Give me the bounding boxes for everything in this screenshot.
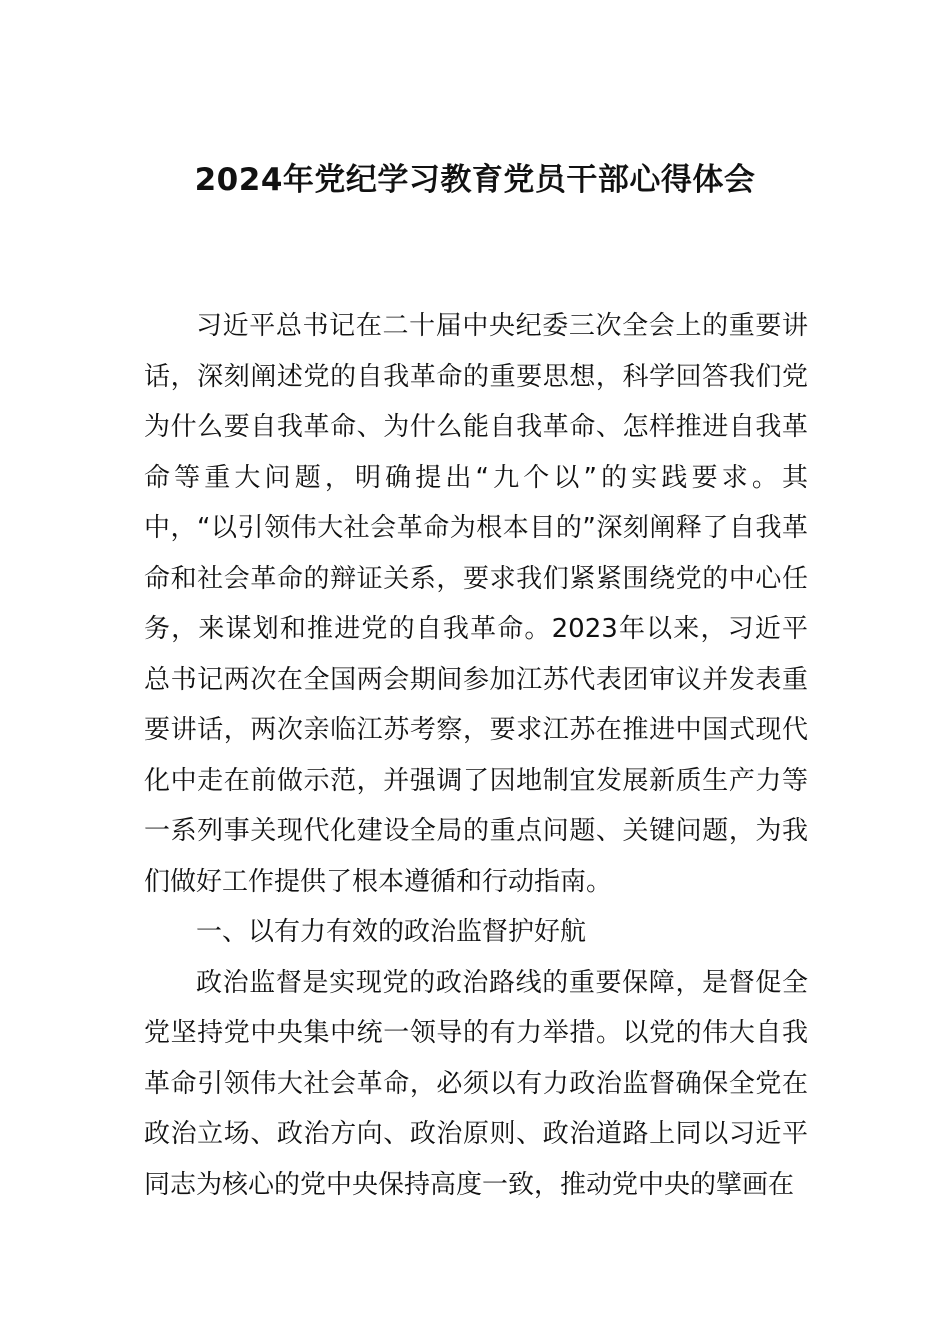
section-heading-1: 一、以有力有效的政治监督护好航: [196, 917, 587, 947]
document-body: [144, 301, 808, 1210]
document-title: 2024年党纪学习教育党员干部心得体会: [194, 162, 756, 198]
body-paragraph-political-supervision: 政治监督是实现党的政治路线的重要保障，是督促全党坚持党中央集中统一领导的有力举措。以党的伟大自我革命引领伟大社会革命，必须以有力政治监督确保全党在政治立场、政治方向、政治原则、政治道路上同以习近平同志为核心的党中央保持高度一致，推动党中央的擘画在: [144, 967, 808, 1200]
body-paragraph-intro: 习近平总书记在二十届中央纪委三次全会上的重要讲话，深刻阐述党的自我革命的重要思想，科学回答我们党为什么要自我革命、为什么能自我革命、怎样推进自我革命等重大问题，明确提出“九个以”的实践要求。其中，“以引领伟大社会革命为根本目的”深刻阐释了自我革命和社会革命的辩证关系，要求我们紧紧围绕党的中心任务，来谋划和推进党的自我革命。2023年以来，习近平总书记两次在全国两会期间参加江苏代表团审议并发表重要讲话，两次亲临江苏考察，要求江苏在推进中国式现代化中走在前做示范，并强调了因地制宜发展新质生产力等一系列事关现代化建设全局的重点问题、关键问题，为我们做好工作提供了根本遵循和行动指南。: [144, 311, 808, 897]
